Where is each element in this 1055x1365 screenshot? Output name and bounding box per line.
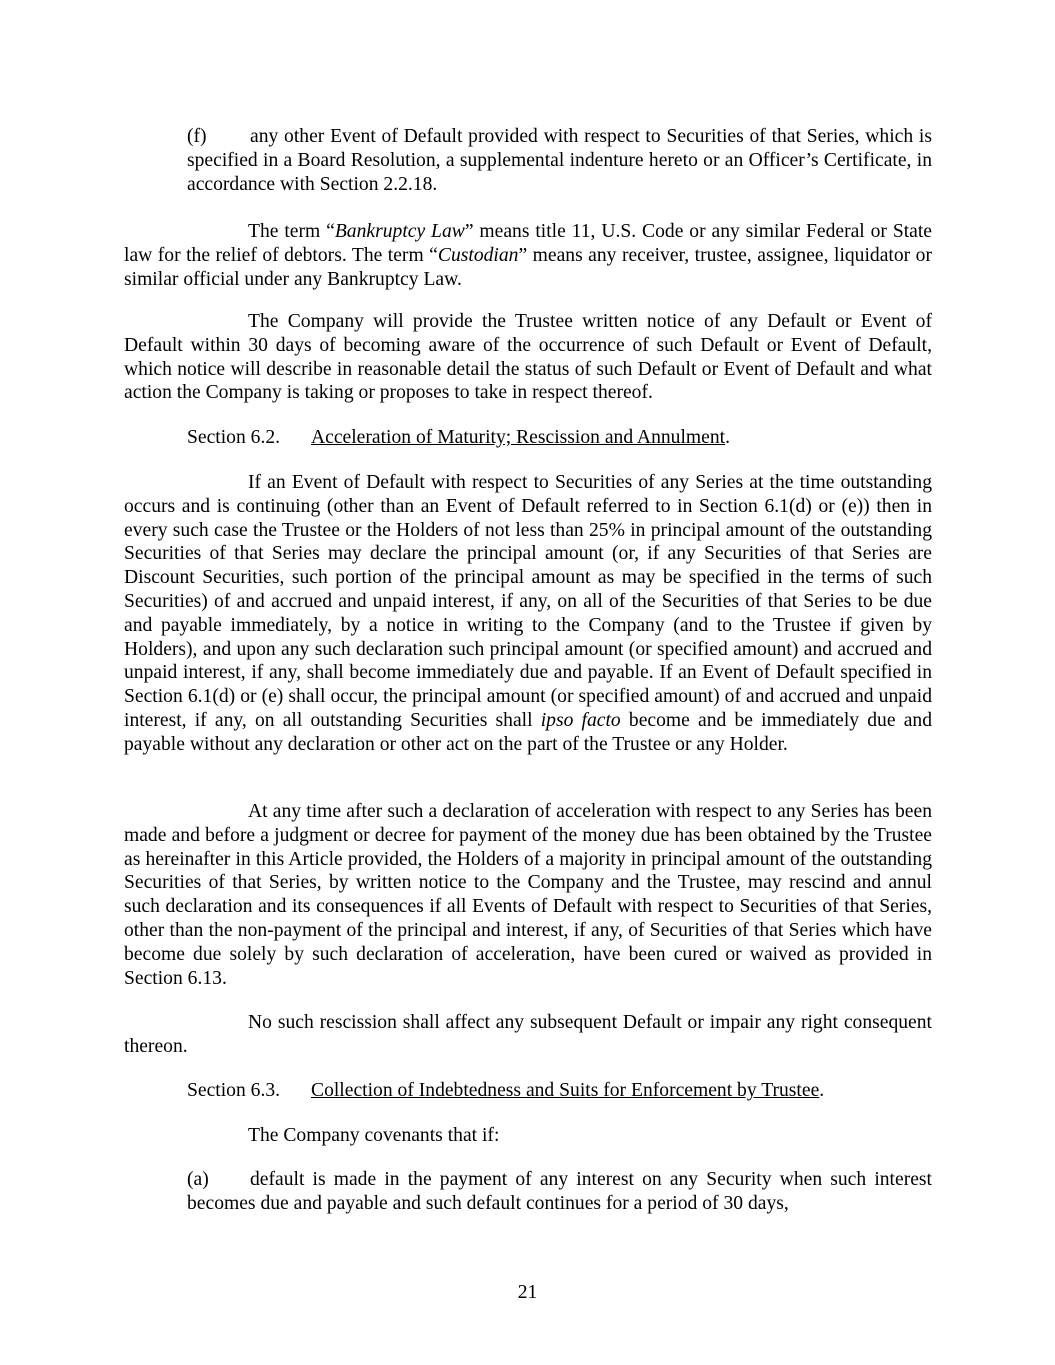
acceleration-text-a: If an Event of Default with respect to Securities of any Series at the time outstanding occurs and is continuing (other than an Event of Default referred to in Section 6.1(d) or (e)) then in every such case the Trustee or the Holders of not less than 25% in principal amount of the outstanding Securities of that Series may declare the principal amount (or, if any Securities of that Series are Discount Securities, such portion of the principal amount as may be specified in the terms of such Securities) of and accrued and unpaid interest, if any, on all of the Securities of that Series to be due and payable immediately, by a notice in writing to the Company (and to the Trustee if given by Holders), and upon any such declaration such principal amount (or specified amount) and accrued and unpaid interest, if any, shall become immediately due and payable. If an Event of Default specified in Section 6.1(d) or (e) shall occur, the principal amount (or specified amount) of and accrued and unpaid interest, if any, on all outstanding Securities shall	[124, 472, 932, 731]
section-6-2-heading	[187, 426, 932, 450]
clause-a-label: (a)	[187, 1169, 209, 1190]
section-6-2-number: Section 6.2.	[187, 427, 281, 448]
section-6-3-period: .	[819, 1080, 825, 1101]
section-6-3-title: Collection of Indebtedness and Suits for Enforcement by Trustee	[311, 1080, 820, 1101]
rescission-paragraph: At any time after such a declaration of acceleration with respect to any Series has been made and before a judgment or decree for payment of the money due has been obtained by the Trustee as hereinafter in this Article provided, the Holders of a majority in principal amount of the outstanding Securities of that Series, by written notice to the Company and the Trustee, may rescind and annul such declaration and its consequences if all Events of Default with respect to Securities of that Series, other than the non-payment of the principal and interest, if any, of Securities of that Series which have become due solely by such declaration of acceleration, have been cured or waived as provided in Section 6.13.	[124, 801, 932, 989]
definitions-text-2: ” means title 11, U.S. Code or any similar Federal or State law for the relief of debtors. The term “	[124, 221, 932, 266]
page-number: 21	[517, 1282, 538, 1303]
clause-a	[187, 1168, 932, 1216]
covenant-intro: The Company covenants that if:	[248, 1125, 500, 1146]
acceleration-paragraph	[124, 471, 932, 757]
acceleration-text-b: become and be immediately due and payable without any declaration or other act on the part of the Trustee or any Holder.	[124, 709, 932, 755]
clause-f-text: any other Event of Default provided with respect to Securities of that Series, which is specified in a Board Resolution, a supplemental indenture hereto or an Officer’s Certificate, in accordance with Section 2.2.18.	[187, 126, 932, 195]
notice-paragraph: The Company will provide the Trustee written notice of any Default or Event of Default within 30 days of becoming aware of the occurrence of such Default or Event of Default, which notice will describe in reasonable detail the status of such Default or Event of Default and what action the Company is taking or proposes to take in respect thereof.	[124, 311, 932, 404]
clause-f-label: (f)	[187, 126, 207, 147]
term-bankruptcy-law: Bankruptcy Law	[334, 221, 465, 242]
no-rescission-paragraph: No such rescission shall affect any subsequent Default or impair any right consequent thereon.	[124, 1012, 932, 1057]
section-6-2-title: Acceleration of Maturity; Rescission and Annulment	[311, 427, 726, 448]
definitions-text-1: The term “	[248, 221, 335, 242]
definitions-text-3: ” means any receiver, trustee, assignee, liquidator or similar official under any Bankruptcy Law.	[124, 244, 932, 290]
term-custodian: Custodian	[437, 244, 519, 266]
definitions-paragraph	[124, 220, 932, 291]
section-6-2-period: .	[725, 427, 731, 448]
section-6-3-heading	[187, 1079, 932, 1103]
acceleration-italic: ipso facto	[540, 709, 621, 731]
section-6-3-number: Section 6.3.	[187, 1080, 281, 1101]
clause-a-text: default is made in the payment of any interest on any Security when such interest becomes due and payable and such default continues for a period of 30 days,	[187, 1169, 932, 1214]
clause-f	[187, 125, 932, 196]
